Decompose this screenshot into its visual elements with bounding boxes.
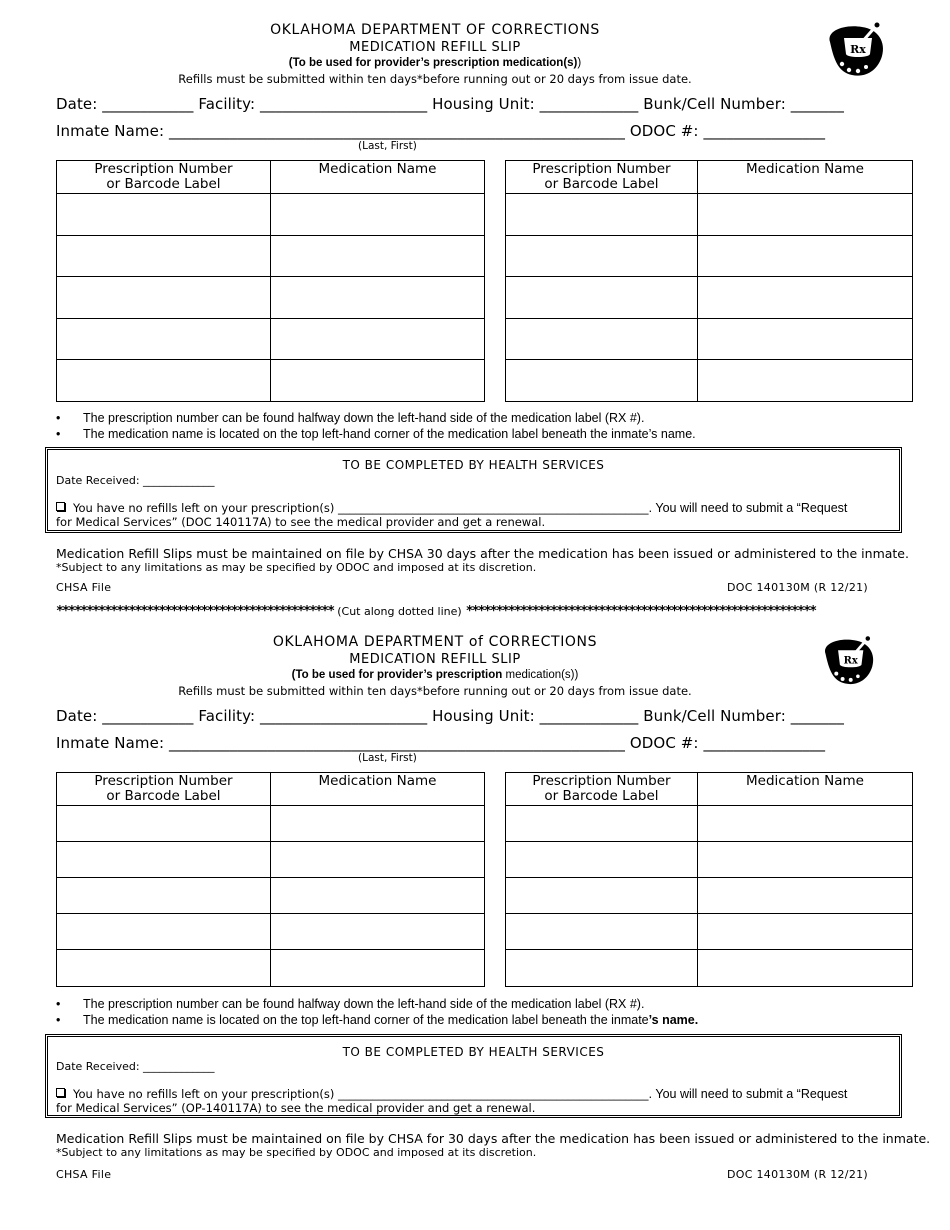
table-row	[57, 914, 485, 950]
table-row	[57, 360, 485, 402]
cut-line-label: (Cut along dotted line)	[337, 605, 462, 618]
medication-name-cell[interactable]	[698, 194, 913, 236]
table-row	[57, 236, 485, 277]
rx-number-cell[interactable]	[506, 319, 698, 360]
table-row	[506, 277, 913, 319]
rx-number-cell[interactable]	[57, 842, 271, 878]
prescription-table-left	[56, 772, 485, 987]
rx-number-cell[interactable]	[57, 360, 271, 402]
medication-name-cell[interactable]	[698, 806, 913, 842]
health-services-header: TO BE COMPLETED BY HEALTH SERVICES	[342, 458, 605, 472]
prescription-table-right	[505, 772, 913, 987]
refill-deadline-note: Refills must be submitted within ten days*before running out or 20 days from issue date.	[178, 72, 692, 86]
rx-number-cell[interactable]	[57, 914, 271, 950]
rx-number-cell[interactable]	[506, 236, 698, 277]
instructions-list	[56, 411, 916, 442]
medication-name-cell[interactable]	[698, 236, 913, 277]
svg-text:Rx: Rx	[843, 655, 858, 667]
no-refills-checkbox[interactable]	[56, 502, 65, 511]
date-received-field[interactable]: Date Received: _____________	[56, 1060, 215, 1073]
rx-number-header: Prescription Number or Barcode Label	[57, 773, 271, 806]
date-received-field[interactable]: Date Received: _____________	[56, 474, 215, 487]
medication-name-cell[interactable]	[271, 878, 485, 914]
table-row	[57, 950, 485, 987]
table-row	[57, 277, 485, 319]
table-row	[57, 194, 485, 236]
rx-number-cell[interactable]	[57, 277, 271, 319]
medication-name-cell[interactable]	[271, 194, 485, 236]
instruction-medication-name: • The medication name is located on the top left-hand corner of the medication label beneath the inmate’s name.	[56, 427, 916, 443]
retention-note: Medication Refill Slips must be maintained on file by CHSA for 30 days after the medication has been issued or administered to the inmate.	[56, 1131, 931, 1146]
medication-name-cell[interactable]	[271, 360, 485, 402]
medication-name-cell[interactable]	[271, 806, 485, 842]
name-format-hint: (Last, First)	[358, 140, 417, 152]
svg-text:Rx: Rx	[850, 43, 866, 56]
table-row	[506, 842, 913, 878]
inmate-name-line[interactable]: Inmate Name: ____________________________________________________________ ODOC #: ________________	[56, 734, 826, 752]
mortar-pestle-rx-icon	[818, 634, 878, 688]
limitations-note: *Subject to any limitations as may be specified by ODOC and imposed at its discretion.	[56, 561, 537, 574]
prescription-table-right	[505, 160, 913, 402]
health-services-box	[45, 1034, 902, 1118]
refill-slip-bottom	[0, 612, 950, 1222]
rx-number-cell[interactable]	[506, 878, 698, 914]
form-subtitle: (To be used for provider’s prescription medication(s))	[288, 57, 582, 69]
table-row	[57, 842, 485, 878]
no-refills-checkbox[interactable]	[56, 1088, 65, 1097]
inmate-name-line[interactable]: Inmate Name: ____________________________________________________________ ODOC #: ________________	[56, 122, 826, 140]
no-refills-option: You have no refills left on your prescription(s) ______________________________________________________. You will need to submit a “Request for Medical Services” (DOC 140117A) to see the medical provider and get a renewal.	[56, 501, 848, 529]
health-services-header: TO BE COMPLETED BY HEALTH SERVICES	[342, 1045, 605, 1059]
medication-name-cell[interactable]	[271, 842, 485, 878]
table-row	[57, 806, 485, 842]
medication-name-cell[interactable]	[271, 236, 485, 277]
form-subtitle: (To be used for provider’s prescription medication(s))	[291, 669, 579, 681]
medication-name-header: Medication Name	[271, 773, 485, 806]
file-label: CHSA File	[56, 1168, 112, 1181]
medication-name-cell[interactable]	[271, 277, 485, 319]
retention-note: Medication Refill Slips must be maintained on file by CHSA 30 days after the medication has been issued or administered to the inmate.	[56, 546, 909, 561]
table-row	[57, 319, 485, 360]
rx-number-cell[interactable]	[506, 806, 698, 842]
form-title: MEDICATION REFILL SLIP	[349, 40, 521, 55]
rx-number-cell[interactable]	[506, 842, 698, 878]
medication-name-cell[interactable]	[698, 360, 913, 402]
form-number: DOC 140130M (R 12/21)	[727, 581, 869, 594]
agency-name: OKLAHOMA DEPARTMENT of CORRECTIONS	[272, 634, 598, 650]
table-row	[506, 806, 913, 842]
table-row	[506, 194, 913, 236]
table-row	[506, 236, 913, 277]
medication-name-cell[interactable]	[698, 914, 913, 950]
rx-number-cell[interactable]	[57, 878, 271, 914]
limitations-note: *Subject to any limitations as may be specified by ODOC and imposed at its discretion.	[56, 1146, 537, 1159]
rx-number-header: Prescription Number or Barcode Label	[506, 161, 698, 194]
instruction-rx-number: • The prescription number can be found halfway down the left-hand side of the medication label (RX #).	[56, 997, 916, 1013]
medication-name-cell[interactable]	[698, 842, 913, 878]
mortar-pestle-rx-icon	[822, 20, 888, 80]
form-title: MEDICATION REFILL SLIP	[349, 652, 521, 667]
no-refills-option: You have no refills left on your prescription(s) ______________________________________________________. You will need to submit a “Request for Medical Services” (OP-140117A) to see the medical provider and get a renewal.	[56, 1087, 848, 1115]
table-row	[506, 950, 913, 987]
medication-name-cell[interactable]	[698, 878, 913, 914]
rx-number-cell[interactable]	[57, 806, 271, 842]
instruction-medication-name: • The medication name is located on the top left-hand corner of the medication label beneath the inmate’s name.	[56, 1013, 916, 1029]
name-format-hint: (Last, First)	[358, 752, 417, 764]
rx-number-cell[interactable]	[506, 914, 698, 950]
refill-deadline-note: Refills must be submitted within ten days*before running out or 20 days from issue date.	[178, 684, 692, 698]
rx-number-cell[interactable]	[506, 194, 698, 236]
instruction-rx-number: • The prescription number can be found halfway down the left-hand side of the medication label (RX #).	[56, 411, 916, 427]
rx-number-cell[interactable]	[506, 950, 698, 987]
date-facility-line[interactable]: Date: ____________ Facility: ______________________ Housing Unit: _____________ Bunk/Cell Number: _______	[56, 707, 844, 725]
medication-name-cell[interactable]	[698, 277, 913, 319]
rx-number-cell[interactable]	[506, 277, 698, 319]
rx-number-cell[interactable]	[57, 950, 271, 987]
rx-number-cell[interactable]	[506, 360, 698, 402]
date-facility-line[interactable]: Date: ____________ Facility: ______________________ Housing Unit: _____________ Bunk/Cell Number: _______	[56, 95, 844, 113]
rx-number-header: Prescription Number or Barcode Label	[506, 773, 698, 806]
health-services-box	[45, 447, 902, 533]
cut-stars-left: **********************************************	[56, 604, 334, 619]
rx-number-header: Prescription Number or Barcode Label	[57, 161, 271, 194]
table-row	[506, 878, 913, 914]
prescription-table-left	[56, 160, 485, 402]
medication-name-cell[interactable]	[271, 914, 485, 950]
rx-number-cell[interactable]	[57, 194, 271, 236]
medication-name-header: Medication Name	[271, 161, 485, 194]
medication-name-cell[interactable]	[698, 950, 913, 987]
agency-name: OKLAHOMA DEPARTMENT OF CORRECTIONS	[270, 22, 600, 38]
table-row	[506, 319, 913, 360]
medication-name-cell[interactable]	[271, 950, 485, 987]
table-row	[57, 878, 485, 914]
rx-number-cell[interactable]	[57, 319, 271, 360]
medication-name-header: Medication Name	[698, 773, 913, 806]
refill-slip-top	[0, 0, 950, 600]
cut-stars-right: **********************************************************	[465, 604, 816, 619]
instructions-list	[56, 997, 916, 1028]
medication-name-header: Medication Name	[698, 161, 913, 194]
table-row	[506, 914, 913, 950]
table-row	[506, 360, 913, 402]
rx-number-cell[interactable]	[57, 236, 271, 277]
form-number: DOC 140130M (R 12/21)	[727, 1168, 869, 1181]
medication-name-cell[interactable]	[698, 319, 913, 360]
medication-name-cell[interactable]	[271, 319, 485, 360]
file-label: CHSA File	[56, 581, 112, 594]
